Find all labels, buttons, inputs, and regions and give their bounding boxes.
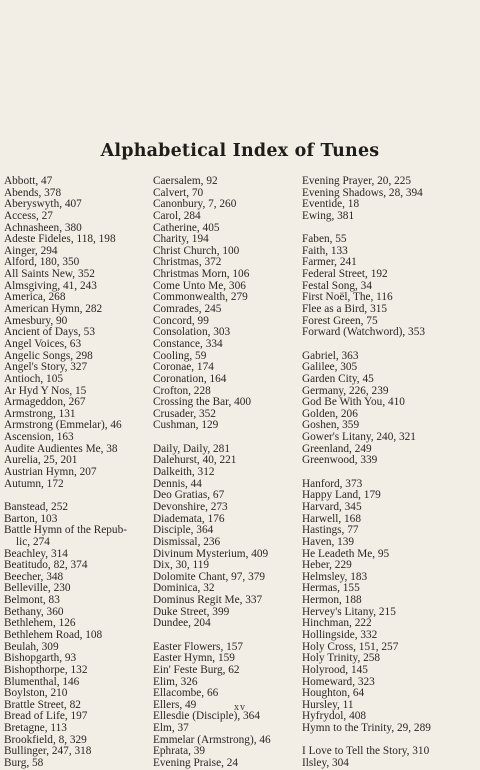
tune-index-entry: Hursley, 11 [302, 698, 354, 711]
tune-index-entry: Comrades, 245 [153, 303, 222, 316]
tune-index-entry: Hastings, 77 [302, 524, 359, 537]
tune-index-entry: Crofton, 228 [153, 384, 211, 397]
tune-index-entry: Almsgiving, 41, 243 [4, 279, 97, 292]
tune-index-entry: Angel's Story, 327 [4, 361, 88, 374]
tune-index-entry: Duke Street, 399 [153, 605, 230, 618]
tune-index-entry: Golden, 206 [302, 407, 358, 420]
tune-index-entry: Elim, 326 [153, 675, 198, 688]
tune-index-entry: Abends, 378 [4, 186, 62, 199]
tune-index-entry: Daily, Daily, 281 [153, 442, 230, 455]
tune-index-entry: Deo Gratias, 67 [153, 489, 225, 502]
tune-index-entry: Amesbury, 90 [4, 314, 68, 327]
tune-index-entry: Austrian Hymn, 207 [4, 466, 97, 479]
tune-index-entry: Beecher, 348 [4, 570, 64, 583]
tune-index-entry: Dominus Regit Me, 337 [153, 594, 263, 607]
letter-group-gap [302, 467, 452, 479]
tune-index-entry: Burg, 58 [4, 757, 44, 770]
tune-index-entry: Banstead, 252 [4, 500, 69, 513]
tune-index-entry: Haven, 139 [302, 535, 355, 548]
tune-index-entry: Forward (Watchword), 353 [302, 326, 426, 339]
tune-index-entry: Abbott, 47 [4, 175, 53, 187]
tune-index-entry: Farmer, 241 [302, 256, 357, 269]
tune-index-entry: America, 268 [4, 291, 66, 304]
tune-index-entry: Christ Church, 100 [153, 244, 240, 257]
tune-index-entry: Forest Green, 75 [302, 314, 378, 327]
tune-index-entry: Bread of Life, 197 [4, 710, 88, 723]
tune-index-entry: Catherine, 405 [153, 221, 220, 234]
tune-index-entry: Angelic Songs, 298 [4, 349, 93, 362]
tune-index-entry: Ewing, 381 [302, 209, 355, 222]
tune-index-entry: Commonwealth, 279 [153, 291, 248, 304]
tune-index-entry: Aberyswyth, 407 [4, 198, 82, 211]
tune-index-entry: Calvert, 70 [153, 186, 204, 199]
tune-index-entry: Germany, 226, 239 [302, 384, 389, 397]
letter-group-gap [153, 630, 299, 642]
tune-index-entry: lic, 274 [16, 535, 50, 548]
tune-index-entry: Goshen, 359 [302, 419, 360, 432]
tune-index-entry: Canonbury, 7, 260 [153, 198, 237, 211]
tune-index-entry: American Hymn, 282 [4, 303, 103, 316]
tune-index-entry: Hermon, 188 [302, 594, 362, 607]
tune-index-entry: All Saints New, 352 [4, 268, 95, 281]
tune-index-entry: Armstrong (Emmelar), 46 [4, 419, 122, 432]
tune-index-entry: Concord, 99 [153, 314, 209, 327]
tune-index-entry: Dix, 30, 119 [153, 559, 210, 572]
tune-index-entry: Carol, 284 [153, 209, 201, 222]
tune-index-entry: I Love to Tell the Story, 310 [302, 745, 430, 758]
tune-index-entry: Evening Shadows, 28, 394 [302, 186, 423, 199]
tune-index-entry: Adeste Fideles, 118, 198 [4, 233, 116, 246]
tune-index-entry: Easter Hymn, 159 [153, 652, 235, 665]
tune-index-entry: Access, 27 [4, 209, 53, 222]
index-column-2 [153, 176, 299, 770]
tune-index-entry: Galilee, 305 [302, 361, 358, 374]
tune-index-entry: Helmsley, 183 [302, 570, 368, 583]
tune-index-entry: Christmas Morn, 106 [153, 268, 250, 281]
tune-index-entry: Crossing the Bar, 400 [153, 396, 252, 409]
tune-index-entry: Ein' Feste Burg, 62 [153, 663, 240, 676]
tune-index-entry: Alford, 180, 350 [4, 256, 80, 269]
tune-index-entry: Houghton, 64 [302, 687, 365, 700]
tune-index-entry: Federal Street, 192 [302, 268, 388, 281]
tune-index-entry: Hinchman, 222 [302, 617, 372, 630]
tune-index-entry: Dismissal, 236 [153, 535, 221, 548]
tune-index-entry: Dalehurst, 40, 221 [153, 454, 237, 467]
tune-index-entry: Beatitudo, 82, 374 [4, 559, 88, 572]
tune-index-entry: Blumenthal, 146 [4, 675, 80, 688]
tune-index-entry: Caersalem, 92 [153, 175, 218, 187]
tune-index-entry: Bullinger, 247, 318 [4, 745, 92, 758]
tune-index-entry: Autumn, 172 [4, 477, 64, 490]
tune-index-entry: Boylston, 210 [4, 687, 68, 700]
tune-index-entry: Brookfield, 8, 329 [4, 733, 87, 746]
tune-index-entry: Devonshire, 273 [153, 500, 228, 513]
tune-index-entry: Ephrata, 39 [153, 745, 206, 758]
tune-index-entry: Bethlehem Road, 108 [4, 628, 103, 641]
tune-index-entry: Flee as a Bird, 315 [302, 303, 388, 316]
tune-index-entry: Hymn to the Trinity, 29, 289 [302, 722, 431, 735]
tune-index-entry: Easter Flowers, 157 [153, 640, 244, 653]
tune-index-entry: Harvard, 345 [302, 500, 362, 513]
tune-index-entry: Faben, 55 [302, 233, 347, 246]
tune-index-entry: God Be With You, 410 [302, 396, 405, 409]
tune-index-entry: Hyfrydol, 408 [302, 710, 367, 723]
tune-index-entry: Homeward, 323 [302, 675, 375, 688]
tune-index-entry: First Noël, The, 116 [302, 291, 393, 304]
tune-index-entry: Evening Praise, 24 [153, 757, 239, 770]
tune-index-entry: Antioch, 105 [4, 372, 63, 385]
tune-index-entry: Ellacombe, 66 [153, 687, 219, 700]
tune-index-entry: Charity, 194 [153, 233, 209, 246]
tune-index-entry: Faith, 133 [302, 244, 348, 257]
tune-index-entry: Barton, 103 [4, 512, 58, 525]
tune-index-entry: Aurelia, 25, 201 [4, 454, 78, 467]
tune-index-entry: Ascension, 163 [4, 431, 74, 444]
tune-index-entry: Achnasheen, 380 [4, 221, 82, 234]
tune-index-entry: Crusader, 352 [153, 407, 216, 420]
tune-index-entry: Ancient of Days, 53 [4, 326, 95, 339]
tune-index-entry: Hollingside, 332 [302, 628, 378, 641]
tune-index-entry: Coronation, 164 [153, 372, 227, 385]
tune-index-entry: Ainger, 294 [4, 244, 58, 257]
tune-index-entry: Divinum Mysterium, 409 [153, 547, 269, 560]
tune-index-entry: Holy Cross, 151, 257 [302, 640, 399, 653]
tune-index-entry: Dolomite Chant, 97, 379 [153, 570, 266, 583]
tune-index-entry: Christmas, 372 [153, 256, 222, 269]
tune-index-entry: Festal Song, 34 [302, 279, 372, 292]
index-column-1 [4, 176, 148, 770]
tune-index-entry: Constance, 334 [153, 337, 223, 350]
tune-index-entry: Beulah, 309 [4, 640, 59, 653]
letter-group-gap [153, 432, 299, 444]
page-number: xv [234, 702, 246, 713]
tune-index-entry: Dundee, 204 [153, 617, 211, 630]
tune-index-entry: Bishopthorpe, 132 [4, 663, 88, 676]
tune-index-entry: Cooling, 59 [153, 349, 207, 362]
tune-index-entry: Greenland, 249 [302, 442, 372, 455]
letter-group-gap [302, 339, 452, 351]
tune-index-entry: Disciple, 364 [153, 524, 214, 537]
tune-index-entry: Harwell, 168 [302, 512, 361, 525]
tune-index-entry: Heber, 229 [302, 559, 352, 572]
tune-index-entry: Angel Voices, 63 [4, 337, 82, 350]
tune-index-entry: Brattle Street, 82 [4, 698, 81, 711]
index-column-3 [302, 176, 452, 770]
tune-index-entry: Evening Prayer, 20, 225 [302, 175, 412, 187]
tune-index-entry: Ar Hyd Y Nos, 15 [4, 384, 87, 397]
tune-index-entry: Dalkeith, 312 [153, 466, 215, 479]
tune-index-entry: Hanford, 373 [302, 477, 363, 490]
tune-index-entry: He Leadeth Me, 95 [302, 547, 390, 560]
tune-index-entry: Consolation, 303 [153, 326, 231, 339]
tune-index-entry: Greenwood, 339 [302, 454, 378, 467]
tune-index-entry: Bishopgarth, 93 [4, 652, 77, 665]
tune-index-entry: Beachley, 314 [4, 547, 68, 560]
tune-index-entry: Gower's Litany, 240, 321 [302, 431, 416, 444]
tune-index-entry: Hermas, 155 [302, 582, 360, 595]
tune-index-entry: Holy Trinity, 258 [302, 652, 381, 665]
tune-index-entry: Belleville, 230 [4, 582, 71, 595]
tune-index-entry: Bethany, 360 [4, 605, 64, 618]
tune-index-entry: Armstrong, 131 [4, 407, 76, 420]
tune-index-entry: Ilsley, 304 [302, 757, 349, 770]
tune-index-entry: Come Unto Me, 306 [153, 279, 246, 292]
tune-index-entry: Ellesdie (Disciple), 364 [153, 710, 260, 723]
tune-index-entry: Audite Audientes Me, 38 [4, 442, 118, 455]
tune-index-entry: Ellers, 49 [153, 698, 197, 711]
index-title: Alphabetical Index of Tunes [100, 141, 380, 161]
tune-index-entry: Armageddon, 267 [4, 396, 86, 409]
tune-index-entry: Battle Hymn of the Repub- [4, 524, 127, 537]
tune-index-entry: Garden City, 45 [302, 372, 374, 385]
tune-index-entry: Happy Land, 179 [302, 489, 381, 502]
tune-index-entry: Elm, 37 [153, 722, 189, 735]
tune-index-entry: Diademata, 176 [153, 512, 225, 525]
tune-index-entry: Coronae, 174 [153, 361, 214, 374]
tune-index-entry: Dominica, 32 [153, 582, 215, 595]
tune-index-entry: Cushman, 129 [153, 419, 219, 432]
tune-index-entry: Emmelar (Armstrong), 46 [153, 733, 271, 746]
tune-index-entry: Dennis, 44 [153, 477, 202, 490]
tune-index-entry: Gabriel, 363 [302, 349, 359, 362]
tune-index-entry: Bethlehem, 126 [4, 617, 76, 630]
tune-index-entry: Belmont, 83 [4, 594, 60, 607]
tune-index-entry: Bretagne, 113 [4, 722, 67, 735]
tune-index-entry: Eventide, 18 [302, 198, 360, 211]
tune-index-entry: Holyrood, 145 [302, 663, 368, 676]
tune-index-entry: Hervey's Litany, 215 [302, 605, 396, 618]
